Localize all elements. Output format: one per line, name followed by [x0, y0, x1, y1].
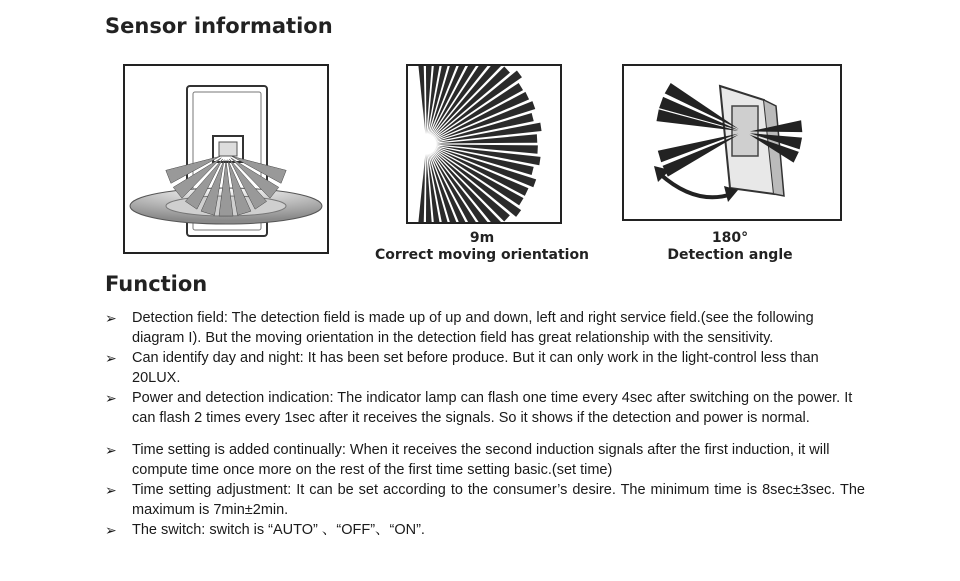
arrowhead-bullet-icon: ➢ [105, 522, 117, 538]
list-item-text: Can identify day and night: It has been set before produce. But it can only work in the light-control less than 20LUX. [132, 350, 819, 386]
figure-detection-angle [622, 64, 842, 221]
list-item-text: Time setting is added continually: When it receives the second induction signals after the first induction, it will compute time once more on the rest of the first time setting basic.(set time) [132, 442, 830, 478]
arrowhead-bullet-icon: ➢ [105, 390, 117, 406]
list-item [105, 440, 865, 480]
caption-distance-value: 9m [469, 230, 495, 246]
arrowhead-bullet-icon: ➢ [105, 482, 117, 498]
caption-detection-angle [650, 230, 810, 264]
section-title-function: Function [105, 272, 208, 296]
detection-pattern-illustration [408, 66, 560, 222]
caption-angle-value: 180° [711, 230, 749, 246]
list-item [105, 348, 865, 388]
section-title-sensor-information: Sensor information [105, 14, 333, 38]
detection-angle-illustration [624, 66, 840, 219]
function-list [105, 308, 865, 540]
list-item [105, 308, 865, 348]
arrowhead-bullet-icon: ➢ [105, 310, 117, 326]
figure-moving-orientation [406, 64, 562, 224]
arrowhead-bullet-icon: ➢ [105, 442, 117, 458]
list-item-text: The switch: switch is “AUTO” 、“OFF”、“ON”. [132, 522, 425, 538]
caption-text: Detection angle [667, 247, 793, 263]
list-item-text: Time setting adjustment: It can be set according to the consumer’s desire. The minimum time is 8sec±3sec. The maximum is 7min±2min. [132, 482, 865, 518]
caption-text: Correct moving orientation [374, 247, 590, 263]
list-item [105, 480, 865, 520]
arrowhead-bullet-icon: ➢ [105, 350, 117, 366]
list-item [105, 388, 865, 428]
figure-detection-field [123, 64, 329, 254]
sensor-field-illustration [125, 66, 327, 252]
list-item-text: Power and detection indication: The indicator lamp can flash one time every 4sec after switching on the power. It can flash 2 times every 1sec after it receives the signals. So it shows if the detection and power is normal. [132, 390, 853, 426]
list-item-text: Detection field: The detection field is made up of up and down, left and right service field.(see the following diagram I). But the moving orientation in the detection field has great relationship with the sensitivity. [132, 310, 814, 346]
caption-moving-orientation [372, 230, 592, 264]
list-item [105, 520, 865, 540]
